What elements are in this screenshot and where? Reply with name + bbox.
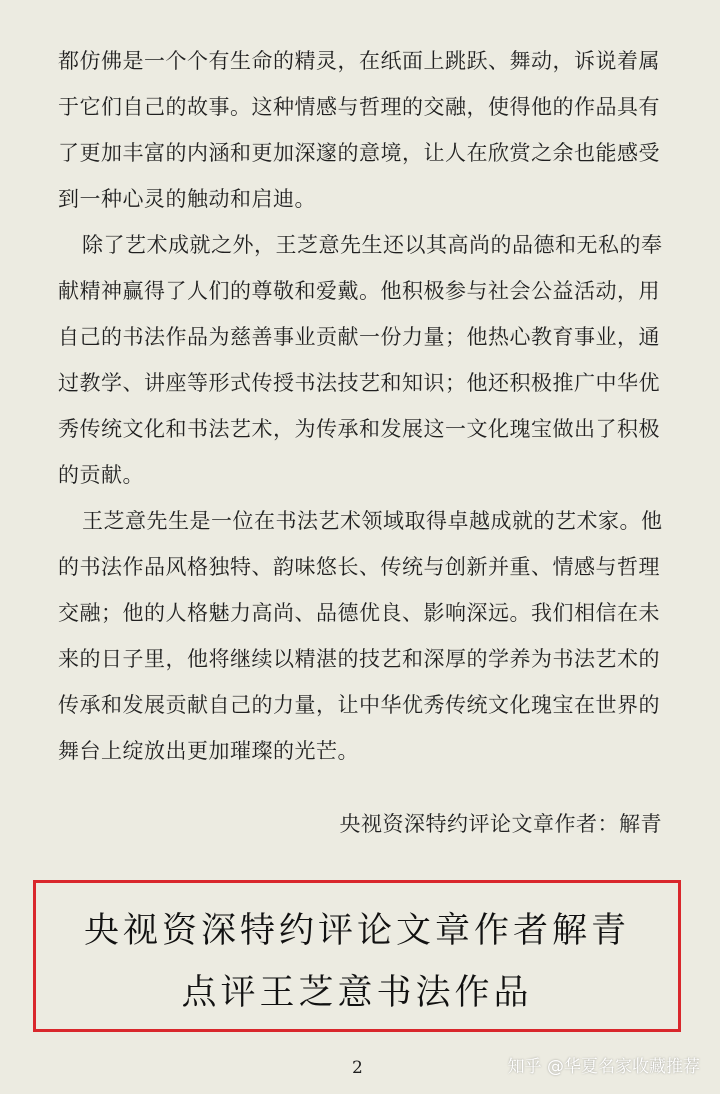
- page-number: 2: [352, 1058, 363, 1078]
- text-line: 王芝意先生是一位在书法艺术领域取得卓越成就的艺术家。他: [82, 509, 663, 533]
- text-line: 自己的书法作品为慈善事业贡献一份力量；他热心教育事业，通: [58, 325, 660, 349]
- text-line: 都仿佛是一个个有生命的精灵，在纸面上跳跃、舞动，诉说着属: [58, 49, 660, 73]
- text-line: 过教学、讲座等形式传授书法技艺和知识；他还积极推广中华优: [58, 371, 660, 395]
- source-watermark: 知乎 @华夏名家收藏推荐: [507, 1057, 700, 1077]
- author-signature: 央视资深特约评论文章作者：解青: [339, 812, 662, 836]
- paragraph: [58, 222, 668, 498]
- text-line: 除了艺术成就之外，王芝意先生还以其高尚的品德和无私的奉: [82, 233, 663, 257]
- text-line: 献精神赢得了人们的尊敬和爱戴。他积极参与社会公益活动，用: [58, 279, 660, 303]
- paragraph: [58, 38, 668, 222]
- article-body: [58, 38, 668, 774]
- text-line: 的贡献。: [58, 463, 144, 487]
- text-line: 舞台上绽放出更加璀璨的光芒。: [58, 739, 359, 763]
- text-line: 到一种心灵的触动和启迪。: [58, 187, 316, 211]
- callout-subtitle-line: 点评王芝意书法作品: [181, 973, 533, 1013]
- text-line: 于它们自己的故事。这种情感与哲理的交融，使得他的作品具有: [58, 95, 660, 119]
- text-line: 来的日子里，他将继续以精湛的技艺和深厚的学养为书法艺术的: [58, 647, 660, 671]
- text-line: 的书法作品风格独特、韵味悠长、传统与创新并重、情感与哲理: [58, 555, 660, 579]
- text-line: 交融；他的人格魅力高尚、品德优良、影响深远。我们相信在未: [58, 601, 660, 625]
- title-callout-box: [33, 880, 681, 1032]
- paragraph: [58, 498, 668, 774]
- callout-title-line: 央视资深特约评论文章作者解青: [83, 911, 630, 951]
- text-line: 传承和发展贡献自己的力量，让中华优秀传统文化瑰宝在世界的: [58, 693, 660, 717]
- text-line: 了更加丰富的内涵和更加深邃的意境，让人在欣赏之余也能感受: [58, 141, 660, 165]
- text-line: 秀传统文化和书法艺术，为传承和发展这一文化瑰宝做出了积极: [58, 417, 660, 441]
